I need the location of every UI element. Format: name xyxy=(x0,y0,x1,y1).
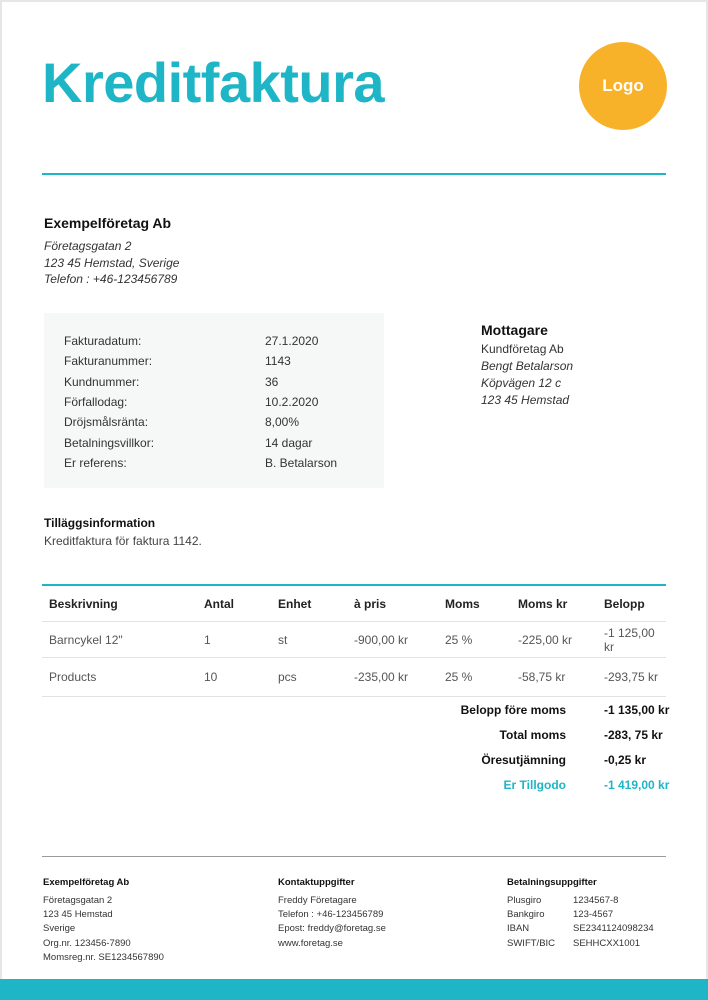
invoice-meta-box xyxy=(44,313,384,488)
footer-contact-email[interactable]: Epost: freddy@foretag.se xyxy=(278,923,386,935)
meta-value: 14 dagar xyxy=(265,435,313,450)
meta-label: Dröjsmålsränta: xyxy=(64,415,149,430)
column-header: Moms kr xyxy=(518,596,568,611)
meta-row-reference xyxy=(64,453,364,473)
meta-value: 10.2.2020 xyxy=(265,395,319,410)
payment-value: 1234567-8 xyxy=(573,895,619,906)
total-row-vat xyxy=(0,728,708,753)
meta-row-late-interest xyxy=(64,412,364,432)
table-row xyxy=(42,658,666,697)
recipient-company: Kundföretag Ab xyxy=(481,342,564,356)
footer-contact-website[interactable]: www.foretag.se xyxy=(278,937,343,949)
extra-info-heading: Tilläggsinformation xyxy=(44,516,156,530)
totals-block xyxy=(0,703,708,803)
item-description: Barncykel 12" xyxy=(49,632,123,647)
item-quantity: 1 xyxy=(204,632,211,647)
item-vat-rate: 25 % xyxy=(445,632,473,647)
total-value: -1 135,00 kr xyxy=(604,703,670,717)
sender-name: Exempelföretag Ab xyxy=(44,215,172,231)
payment-value: SEHHCXX1001 xyxy=(573,937,641,949)
item-unit-price: -900,00 kr xyxy=(354,632,409,647)
meta-label: Kundnummer: xyxy=(64,374,140,389)
total-row-net xyxy=(0,703,708,728)
footer-contact xyxy=(278,877,386,951)
footer-payment xyxy=(507,877,654,951)
meta-row-invoice-number xyxy=(64,351,364,371)
footer-company-heading: Exempelföretag Ab xyxy=(43,877,130,888)
payment-row xyxy=(507,908,654,922)
meta-row-invoice-date xyxy=(64,331,364,351)
sender-phone: Telefon : +46-123456789 xyxy=(44,272,178,286)
header-divider xyxy=(42,173,666,175)
recipient-contact: Bengt Betalarson xyxy=(481,359,574,373)
footer-contact-line: Telefon : +46-123456789 xyxy=(278,909,384,921)
recipient-heading: Mottagare xyxy=(481,322,548,338)
meta-row-due-date xyxy=(64,392,364,412)
payment-value: SE2341124098234 xyxy=(573,923,654,935)
recipient-block xyxy=(481,322,573,409)
sender-block xyxy=(44,215,179,288)
total-value: -1 419,00 kr xyxy=(604,778,670,792)
payment-label: Plusgiro xyxy=(507,895,542,906)
footer-payment-heading: Betalningsuppgifter xyxy=(507,877,597,888)
table-row xyxy=(42,622,666,658)
meta-value: B. Betalarson xyxy=(265,455,338,470)
column-header: Enhet xyxy=(278,596,312,611)
sender-address-line: Företagsgatan 2 xyxy=(44,239,132,253)
item-vat-amount: -58,75 kr xyxy=(518,670,566,684)
meta-value: 36 xyxy=(265,374,279,389)
total-label: Total moms xyxy=(499,728,566,742)
meta-label: Er referens: xyxy=(64,455,127,470)
total-label: Belopp före moms xyxy=(460,703,566,717)
payment-row xyxy=(507,894,654,908)
document-title: Kreditfaktura xyxy=(42,51,385,114)
footer-company xyxy=(43,877,164,965)
footer-company-line: Momsreg.nr. SE1234567890 xyxy=(43,951,164,963)
column-header: Moms xyxy=(445,596,480,611)
total-label: Öresutjämning xyxy=(481,753,566,767)
meta-value: 1143 xyxy=(265,354,291,369)
column-header: Beskrivning xyxy=(49,596,118,611)
item-unit: pcs xyxy=(278,670,297,684)
extra-info-block xyxy=(44,516,202,548)
payment-value: 123-4567 xyxy=(573,909,614,921)
item-amount: -293,75 kr xyxy=(604,670,659,684)
total-value: -0,25 kr xyxy=(604,753,647,767)
footer-company-line: Företagsgatan 2 xyxy=(43,895,113,906)
footer-company-line: Org.nr. 123456-7890 xyxy=(43,937,131,949)
meta-row-payment-terms xyxy=(64,432,364,452)
footer-contact-line: Freddy Företagare xyxy=(278,895,357,906)
item-quantity: 10 xyxy=(204,670,218,684)
footer-company-line: 123 45 Hemstad xyxy=(43,909,113,921)
recipient-address-line: Köpvägen 12 c xyxy=(481,376,562,390)
item-vat-rate: 25 % xyxy=(445,670,473,684)
payment-label: Bankgiro xyxy=(507,909,545,921)
payment-row xyxy=(507,922,654,936)
total-label: Er Tillgodo xyxy=(503,778,566,792)
footer-accent-bar xyxy=(0,979,708,1000)
payment-label: IBAN xyxy=(507,923,530,935)
meta-label: Förfallodag: xyxy=(64,395,128,410)
item-unit: st xyxy=(278,632,288,647)
total-row-rounding xyxy=(0,753,708,778)
meta-label: Fakturanummer: xyxy=(64,354,153,369)
footer-divider xyxy=(42,856,666,857)
footer-contact-heading: Kontaktuppgifter xyxy=(278,877,355,888)
meta-row-customer-number xyxy=(64,372,364,392)
column-header: à pris xyxy=(354,596,387,611)
payment-row xyxy=(507,937,654,951)
meta-label: Fakturadatum: xyxy=(64,334,142,349)
item-vat-amount: -225,00 kr xyxy=(518,632,573,647)
meta-value: 8,00% xyxy=(265,415,300,430)
items-table-header xyxy=(42,586,666,622)
item-description: Products xyxy=(49,670,97,684)
item-unit-price: -235,00 kr xyxy=(354,670,409,684)
total-value: -283, 75 kr xyxy=(604,728,663,742)
company-logo xyxy=(579,42,667,130)
column-header: Antal xyxy=(204,596,234,611)
items-table xyxy=(42,586,666,697)
item-amount: -1 125,00 kr xyxy=(604,625,655,654)
total-row-credit xyxy=(0,778,708,803)
sender-address-line: 123 45 Hemstad, Sverige xyxy=(44,255,180,270)
logo-label: Logo xyxy=(602,76,644,95)
recipient-address-line: 123 45 Hemstad xyxy=(481,393,570,407)
extra-info-text: Kreditfaktura för faktura 1142. xyxy=(44,534,202,548)
meta-value: 27.1.2020 xyxy=(265,334,319,349)
column-header: Belopp xyxy=(604,596,645,611)
meta-label: Betalningsvillkor: xyxy=(64,435,155,450)
footer-company-line: Sverige xyxy=(43,923,76,935)
payment-label: SWIFT/BIC xyxy=(507,937,556,949)
